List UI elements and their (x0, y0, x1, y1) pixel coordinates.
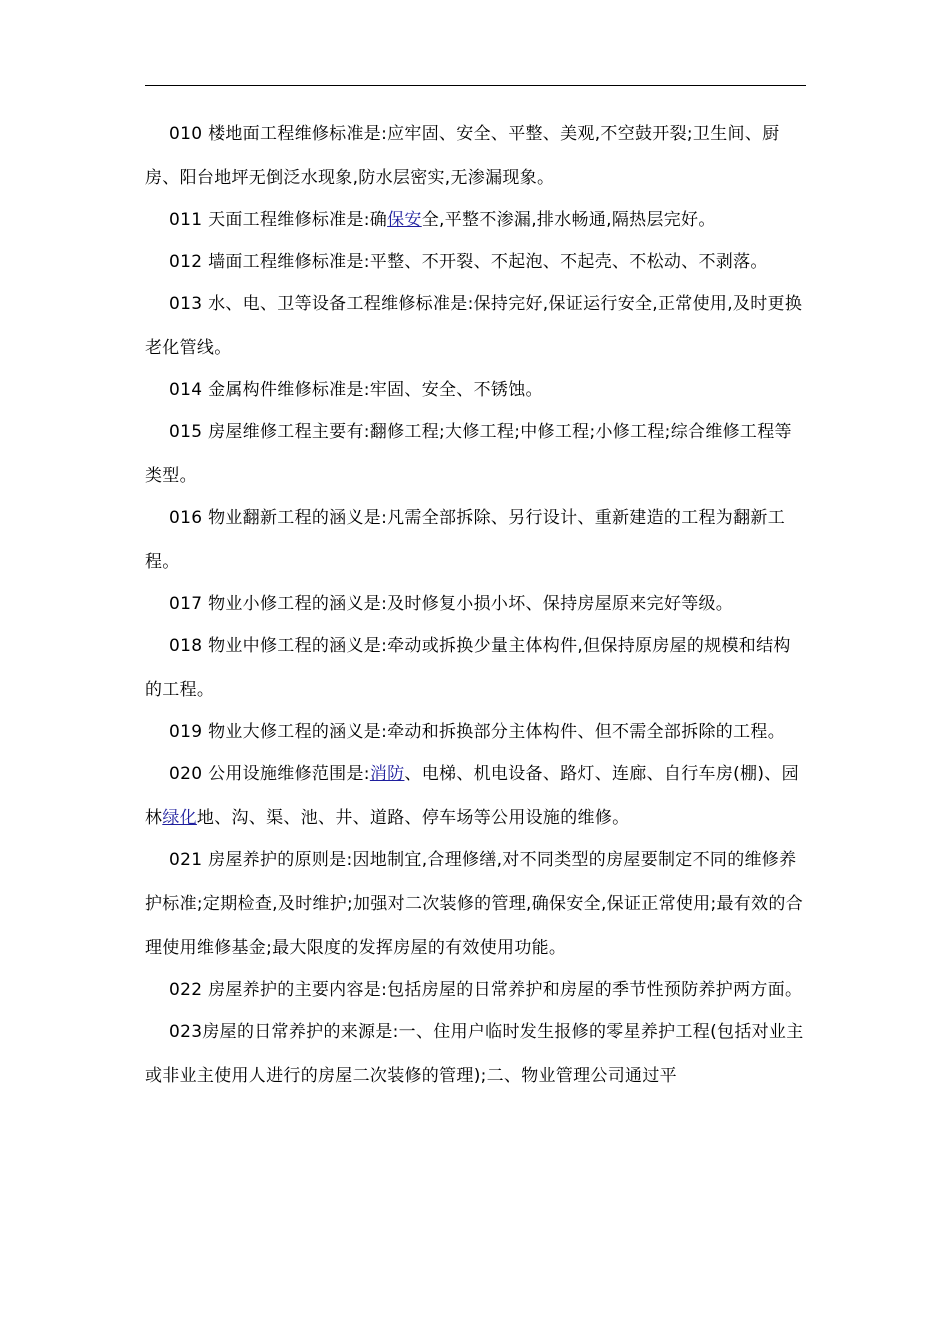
item-number: 018 (169, 636, 203, 656)
item-number: 016 (169, 508, 203, 528)
item-number: 023 (169, 1022, 203, 1042)
paragraph-013: 013 水、电、卫等设备工程维修标准是:保持完好,保证运行安全,正常使用,及时更换老化管线。 (145, 294, 803, 358)
paragraph-011: 011 天面工程维修标准是:确保安全,平整不渗漏,排水畅通,隔热层完好。 (169, 210, 716, 230)
paragraph-014: 014 金属构件维修标准是:牢固、安全、不锈蚀。 (169, 380, 543, 400)
item-number: 022 (169, 980, 203, 1000)
paragraph-022: 022 房屋养护的主要内容是:包括房屋的日常养护和房屋的季节性预防养护两方面。 (169, 980, 803, 1000)
item-number: 010 (169, 124, 203, 144)
item-number: 021 (169, 850, 203, 870)
paragraph-018: 018 物业中修工程的涵义是:牵动或拆换少量主体构件,但保持原房屋的规模和结构的工程。 (145, 636, 791, 700)
item-number: 015 (169, 422, 203, 442)
link-baoan[interactable]: 保安 (387, 210, 422, 230)
item-number: 017 (169, 594, 203, 614)
item-number: 020 (169, 764, 203, 784)
link-xiaofang[interactable]: 消防 (369, 764, 405, 784)
link-lvhua[interactable]: 绿化 (162, 808, 197, 828)
item-number: 014 (169, 380, 203, 400)
paragraph-017: 017 物业小修工程的涵义是:及时修复小损小坏、保持房屋原来完好等级。 (169, 594, 734, 614)
paragraph-021: 021 房屋养护的原则是:因地制宜,合理修缮,对不同类型的房屋要制定不同的维修养护标准;定期检查,及时维护;加强对二次装修的管理,确保安全,保证正常使用;最有效的合理使用维修基金;最大限度的发挥房屋的有效使用功能。 (145, 850, 803, 958)
paragraph-010: 010 楼地面工程维修标准是:应牢固、安全、平整、美观,不空鼓开裂;卫生间、厨房、阳台地坪无倒泛水现象,防水层密实,无渗漏现象。 (145, 124, 780, 188)
item-number: 019 (169, 722, 203, 742)
item-number: 011 (169, 210, 203, 230)
item-number: 013 (169, 294, 203, 314)
paragraph-012: 012 墙面工程维修标准是:平整、不开裂、不起泡、不起壳、不松动、不剥落。 (169, 252, 768, 272)
header-rule (145, 85, 806, 86)
document-body (145, 112, 806, 1098)
paragraph-020: 020 公用设施维修范围是:消防、电梯、机电设备、路灯、连廊、自行车房(棚)、园林绿化地、沟、渠、池、井、道路、停车场等公用设施的维修。 (145, 764, 799, 828)
paragraph-023: 023房屋的日常养护的来源是:一、住用户临时发生报修的零星养护工程(包括对业主或非业主使用人进行的房屋二次装修的管理);二、物业管理公司通过平 (145, 1022, 804, 1086)
item-number: 012 (169, 252, 203, 272)
paragraph-019: 019 物业大修工程的涵义是:牵动和拆换部分主体构件、但不需全部拆除的工程。 (169, 722, 786, 742)
paragraph-016: 016 物业翻新工程的涵义是:凡需全部拆除、另行设计、重新建造的工程为翻新工程。 (145, 508, 786, 572)
paragraph-015: 015 房屋维修工程主要有:翻修工程;大修工程;中修工程;小修工程;综合维修工程等类型。 (145, 422, 792, 486)
